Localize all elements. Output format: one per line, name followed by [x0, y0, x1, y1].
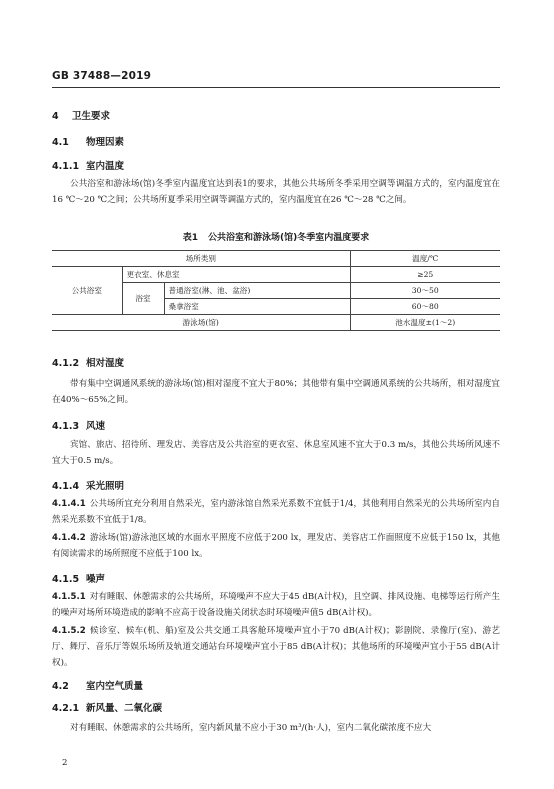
standard-code: GB 37488—2019: [52, 70, 152, 82]
section-heading-4-2: 4.2 室内空气质量: [52, 681, 144, 692]
paragraph-noise-2: 4.1.5.2 候诊室、候车(机、船)室及公共交通工具客舱环境噪声宜小于70 dB(A计权)；影剧院、录像厅(室)、游艺厅、舞厅、音乐厅等娱乐场所及轨道交通站台环境噪声宜小于85 dB(A计权)；其他场所的环境噪声宜小于55 dB(A计权)。: [52, 626, 500, 668]
cell-dressing: 更衣室、休息室: [122, 267, 350, 283]
section-heading-4-2-1: 4.2.1 新风量、二氧化碳: [52, 703, 163, 714]
section-heading-4: 4 卫生要求: [52, 111, 111, 122]
page-number: 2: [62, 758, 68, 768]
section-heading-4-1-2: 4.1.2 相对湿度: [52, 358, 125, 369]
table-row: [52, 315, 500, 331]
section-heading-4-1-4: 4.1.4 采光照明: [52, 481, 125, 492]
cell-swim-value: 池水温度±(1～2): [350, 315, 500, 331]
section-heading-4-1: 4.1 物理因素: [52, 137, 125, 148]
table-row: [52, 267, 500, 283]
col-header-type: 场所类别: [52, 251, 350, 267]
paragraph-humidity: 带有集中空调通风系统的游泳场(馆)相对湿度不宜大于80%；其他带有集中空调通风系统的公共场所，相对湿度宜在40%～65%之间。: [52, 379, 500, 405]
table-header-row: [52, 251, 500, 267]
cell-bathroom: 浴室: [122, 283, 164, 315]
col-header-temp: 温度/℃: [350, 251, 500, 267]
paragraph-air-quality: 对有睡眠、休憩需求的公共场所，室内新风量不应小于30 m³/(h·人)，室内二氧化碳浓度不应大: [70, 723, 432, 733]
paragraph-wind-speed: 宾馆、旅店、招待所、理发店、美容店及公共浴室的更衣室、休息室风速不宜大于0.3 m/s，其他公共场所风速不宜大于0.5 m/s。: [52, 440, 500, 466]
paragraph-lighting-2: 4.1.4.2 游泳场(馆)游泳池区域的水面水平照度不应低于200 lx，理发店、美容店工作面照度不应低于150 lx，其他有阅读需求的场所照度不应低于100 lx。: [52, 533, 500, 559]
cell-normal-bath: 普通浴室(淋、池、盆浴): [164, 283, 350, 299]
cell-sauna-value: 60～80: [350, 299, 500, 315]
paragraph-temperature: 公共浴室和游泳场(馆)冬季室内温度宜达到表1的要求，其他公共场所冬季采用空调等调温方式的，室内温度宜在16 ℃～20 ℃之间；公共场所夏季采用空调等调温方式的，室内温度宜在26 ℃～28 ℃之间。: [52, 179, 500, 205]
table-title: 表1 公共浴室和游泳场(馆)冬季室内温度要求: [182, 233, 370, 243]
section-heading-4-1-5: 4.1.5 噪声: [52, 574, 106, 585]
section-heading-4-1-3: 4.1.3 风速: [52, 421, 106, 432]
temperature-table: [52, 250, 500, 331]
cell-swim: 游泳场(馆): [52, 315, 350, 331]
section-heading-4-1-1: 4.1.1 室内温度: [52, 161, 125, 172]
paragraph-noise-1: 4.1.5.1 对有睡眠、休憩需求的公共场所，环境噪声不应大于45 dB(A计权)，且空调、排风设施、电梯等运行所产生的噪声对场所环境造成的影响不应高于设备设施关闭状态时环境噪声值5 dB(A计权)。: [52, 592, 500, 618]
cell-dressing-value: ≥25: [350, 267, 500, 283]
paragraph-lighting-1: 4.1.4.1 公共场所宜充分利用自然采光，室内游泳馆自然采光系数不宜低于1/4，其他利用自然采光的公共场所室内自然采光系数不宜低于1/8。: [52, 499, 500, 525]
cell-group-bath: 公共浴室: [52, 267, 122, 315]
header-rule: [52, 87, 500, 88]
cell-normal-bath-value: 30～50: [350, 283, 500, 299]
cell-sauna: 桑拿浴室: [164, 299, 350, 315]
